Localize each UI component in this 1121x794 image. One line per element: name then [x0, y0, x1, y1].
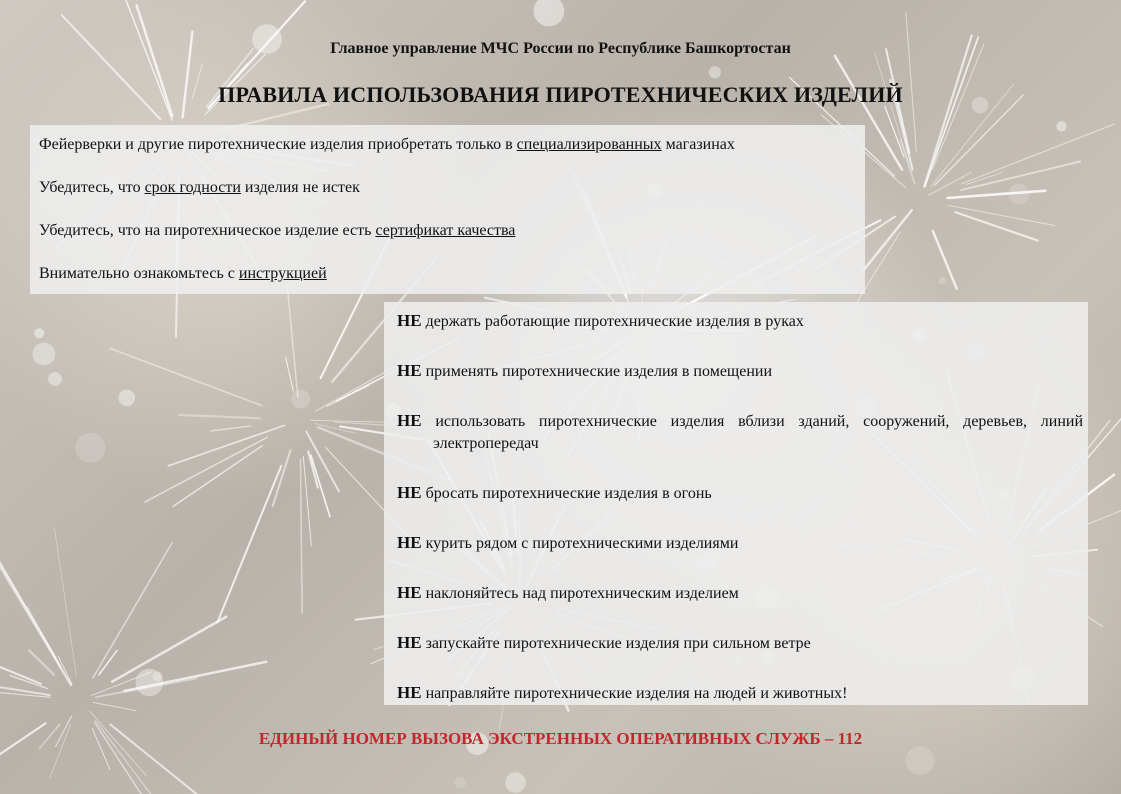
spark-streak — [0, 539, 60, 666]
bokeh-dot — [1009, 184, 1030, 205]
prohibition-prefix: НЕ — [397, 683, 422, 702]
spark-streak — [93, 702, 136, 710]
spark-streak — [956, 212, 1038, 240]
emergency-number: ЕДИНЫЙ НОМЕР ВЫЗОВА ЭКСТРЕННЫХ ОПЕРАТИВНЫХ СЛУЖБ – 112 — [258, 729, 863, 748]
spark-streak — [217, 466, 281, 623]
spark-streak — [311, 455, 330, 516]
spark-streak — [863, 210, 912, 271]
spark-streak — [0, 543, 71, 685]
spark-streak — [924, 36, 971, 187]
spark-streak — [303, 456, 311, 546]
prohibition-prefix: НЕ — [397, 411, 422, 430]
bokeh-dot — [48, 372, 62, 386]
spark-streak — [300, 459, 302, 613]
advice-keyword: специализированных — [516, 136, 662, 153]
spark-streak — [10, 675, 47, 688]
advice-item: Внимательно ознакомьтесь с инструкцией — [39, 265, 327, 282]
prohibition-item: НЕ использовать пиротехнические изделия вблизи зданий, сооружений, деревьев, линий электропередач — [397, 411, 1084, 452]
prohibition-prefix: НЕ — [397, 533, 422, 552]
prohibition-item: НЕ бросать пиротехнические изделия в огонь — [397, 483, 712, 502]
spark-streak — [308, 451, 318, 487]
bokeh-dot — [291, 390, 310, 409]
prohibition-item: НЕ запускайте пиротехнические изделия при сильном ветре — [397, 633, 811, 652]
spark-streak — [93, 543, 172, 678]
bokeh-dot — [939, 277, 946, 284]
advice-keyword: инструкцией — [238, 265, 327, 282]
advice-item: Убедитесь, что на пиротехническое изделие есть сертификат качества — [39, 222, 516, 239]
bokeh-dot — [505, 772, 526, 793]
prohibitions-panel — [384, 302, 1088, 705]
bokeh-dot — [1056, 121, 1066, 131]
bokeh-dot — [76, 433, 106, 463]
spark-streak — [29, 651, 54, 675]
spark-streak — [286, 357, 294, 391]
organization-name: Главное управление МЧС России по Республике Башкортостан — [330, 40, 791, 57]
advice-item: Фейерверки и другие пиротехнические изделия приобретать только в специализированных магазинах — [39, 136, 735, 153]
advice-keyword: срок годности — [144, 179, 241, 196]
prohibition-item: НЕ наклоняйтесь над пиротехническим изделием — [397, 583, 739, 602]
prohibition-prefix: НЕ — [397, 483, 422, 502]
bokeh-dot — [153, 672, 163, 682]
advice-keyword: сертификат качества — [375, 222, 516, 239]
prohibition-prefix: НЕ — [397, 311, 422, 330]
bokeh-dot — [709, 66, 721, 78]
spark-streak — [925, 37, 978, 186]
prohibition-item: НЕ направляйте пиротехнические изделия на людей и животных! — [397, 683, 848, 702]
page-title: ПРАВИЛА ИСПОЛЬЗОВАНИЯ ПИРОТЕХНИЧЕСКИХ ИЗДЕЛИЙ — [218, 82, 903, 107]
spark-streak — [112, 617, 226, 682]
spark-streak — [145, 437, 267, 502]
bokeh-dot — [33, 343, 56, 366]
spark-streak — [210, 426, 250, 431]
spark-streak — [58, 656, 72, 684]
spark-streak — [27, 606, 56, 657]
spark-streak — [962, 124, 1115, 184]
spark-streak — [947, 191, 1045, 198]
spark-streak — [173, 446, 262, 507]
spark-streak — [179, 415, 260, 418]
bokeh-dot — [34, 328, 44, 338]
spark-streak — [55, 529, 77, 677]
prohibition-prefix: НЕ — [397, 361, 422, 380]
prohibition-item: НЕ держать работающие пиротехнические изделия в руках — [397, 311, 804, 330]
prohibition-prefix: НЕ — [397, 583, 422, 602]
bokeh-dot — [454, 777, 466, 789]
advice-item: Убедитесь, что срок годности изделия не истек — [39, 179, 360, 196]
prohibition-item: НЕ применять пиротехнические изделия в помещении — [397, 361, 773, 380]
bokeh-dot — [906, 746, 935, 775]
bokeh-dot — [534, 0, 565, 26]
prohibition-prefix: НЕ — [397, 633, 422, 652]
advice-panel — [30, 125, 865, 294]
bokeh-dot — [119, 390, 136, 407]
prohibition-item: НЕ курить рядом с пиротехническими изделиями — [397, 533, 739, 552]
